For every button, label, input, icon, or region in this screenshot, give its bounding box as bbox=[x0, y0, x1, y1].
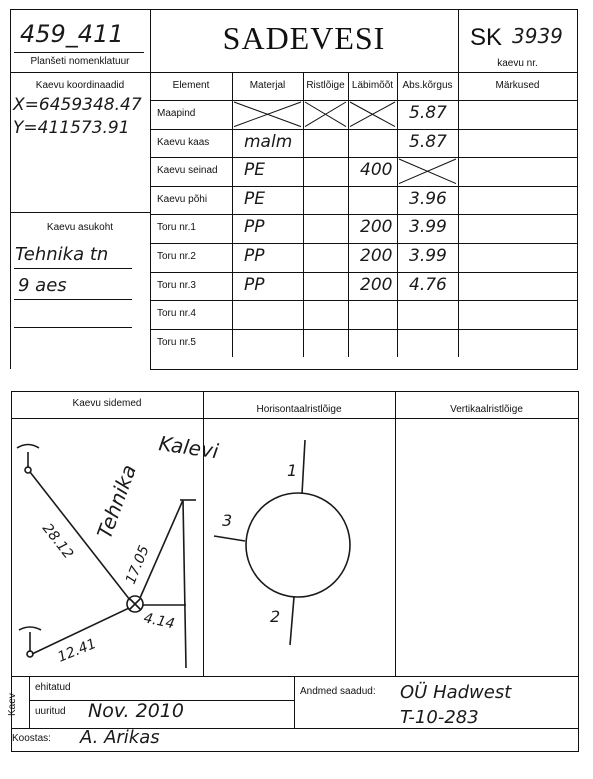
sketch-dist4: 4.14 bbox=[142, 610, 176, 633]
coord-x: X=6459348.47 bbox=[13, 95, 142, 115]
table-row-element: Toru nr.4 bbox=[157, 308, 196, 320]
form-title: SADEVESI bbox=[222, 20, 386, 56]
pipe-1 bbox=[302, 440, 305, 494]
table-cell-material: PP bbox=[244, 274, 265, 295]
compiled-label: Koostas: bbox=[12, 733, 51, 744]
table-row-element: Toru nr.2 bbox=[157, 251, 196, 262]
table-cell-diameter: 400 bbox=[360, 160, 393, 181]
table-row-element: Kaevu seinad bbox=[157, 165, 218, 177]
table-header-0: Element bbox=[172, 80, 210, 91]
table-row-element: Kaevu põhi bbox=[157, 193, 208, 205]
table-row-element: Kaevu kaas bbox=[157, 136, 210, 148]
sketch-street2: Kalevi bbox=[157, 431, 220, 464]
coord-y: Y=411573.91 bbox=[13, 118, 130, 138]
nomenclature-value: 459_411 bbox=[20, 20, 124, 48]
table-header-3: Läbimõõt bbox=[351, 80, 394, 91]
sk-number: 3939 bbox=[512, 24, 563, 48]
table-header-2: Ristlõige bbox=[306, 80, 345, 91]
sketch-dist2: 17.05 bbox=[122, 543, 153, 587]
kaev-label: Kaev bbox=[7, 693, 18, 716]
table-row-element: Toru nr.3 bbox=[157, 279, 196, 291]
table-cell-material: malm bbox=[244, 131, 293, 152]
sk-prefix: SK bbox=[470, 24, 503, 51]
pipe-1-label: 1 bbox=[287, 461, 298, 480]
vertical-label: Vertikaalristlõige bbox=[450, 404, 523, 415]
table-cell-material: PP bbox=[244, 246, 265, 266]
table-cell-material: PP bbox=[244, 217, 265, 238]
coords-label: Kaevu koordinaadid bbox=[35, 80, 125, 91]
pipe-2 bbox=[290, 597, 294, 645]
table-header-1: Materjal bbox=[249, 80, 286, 91]
sketch-dist1: 28.12 bbox=[38, 520, 77, 563]
sketch-street: Tehnika bbox=[92, 461, 141, 542]
table-cell-material: PE bbox=[244, 160, 265, 181]
table-cell-height: 4.76 bbox=[409, 274, 447, 295]
table-cell-height: 5.87 bbox=[409, 103, 447, 123]
table-cell-height: 3.96 bbox=[409, 188, 447, 209]
table-header-5: Märkused bbox=[495, 80, 540, 91]
table-cell-height: 5.87 bbox=[409, 131, 447, 152]
table-cell-height: 3.99 bbox=[409, 246, 447, 266]
pipe-3-label: 3 bbox=[222, 511, 233, 530]
tree-bottom-crown bbox=[19, 627, 41, 630]
location-line2: 9 aes bbox=[18, 275, 67, 296]
pipe-3 bbox=[214, 536, 245, 541]
table-row-element: Toru nr.1 bbox=[157, 222, 196, 234]
well-no-label: kaevu nr. bbox=[497, 58, 538, 69]
location-line1: Tehnika tn bbox=[15, 244, 109, 265]
table-cell-material: PE bbox=[244, 188, 265, 209]
well-cross-section bbox=[246, 493, 350, 597]
surveyed-value: Nov. 2010 bbox=[88, 700, 184, 722]
table-cell-height: 3.99 bbox=[409, 217, 447, 238]
location-label: Kaevu asukoht bbox=[46, 222, 114, 233]
table-cell-diameter: 200 bbox=[360, 246, 393, 266]
pipe-2-label: 2 bbox=[270, 607, 281, 626]
horizontal-label: Horisontaalristlõige bbox=[256, 404, 342, 415]
table-cell-diameter: 200 bbox=[360, 217, 393, 238]
sketch-dist3: 12.41 bbox=[55, 635, 99, 666]
surveyed-label: uuritud bbox=[35, 706, 66, 717]
table-cell-diameter: 200 bbox=[360, 274, 393, 295]
compiled-value: A. Arikas bbox=[80, 727, 160, 748]
source-label: Andmed saadud: bbox=[300, 686, 376, 697]
source-line1: OÜ Hadwest bbox=[400, 682, 512, 703]
built-label: ehitatud bbox=[35, 682, 71, 693]
tree-top-crown bbox=[17, 445, 39, 449]
table-header-4: Abs.kõrgus bbox=[402, 80, 453, 91]
nomenclature-label: Planšeti nomenklatuur bbox=[30, 56, 130, 67]
table-row-element: Toru nr.5 bbox=[157, 336, 196, 348]
building-edge bbox=[183, 500, 186, 668]
table-row-element: Maapind bbox=[157, 108, 196, 119]
source-line2: T-10-283 bbox=[400, 707, 479, 728]
ties-label: Kaevu sidemed bbox=[72, 398, 142, 409]
